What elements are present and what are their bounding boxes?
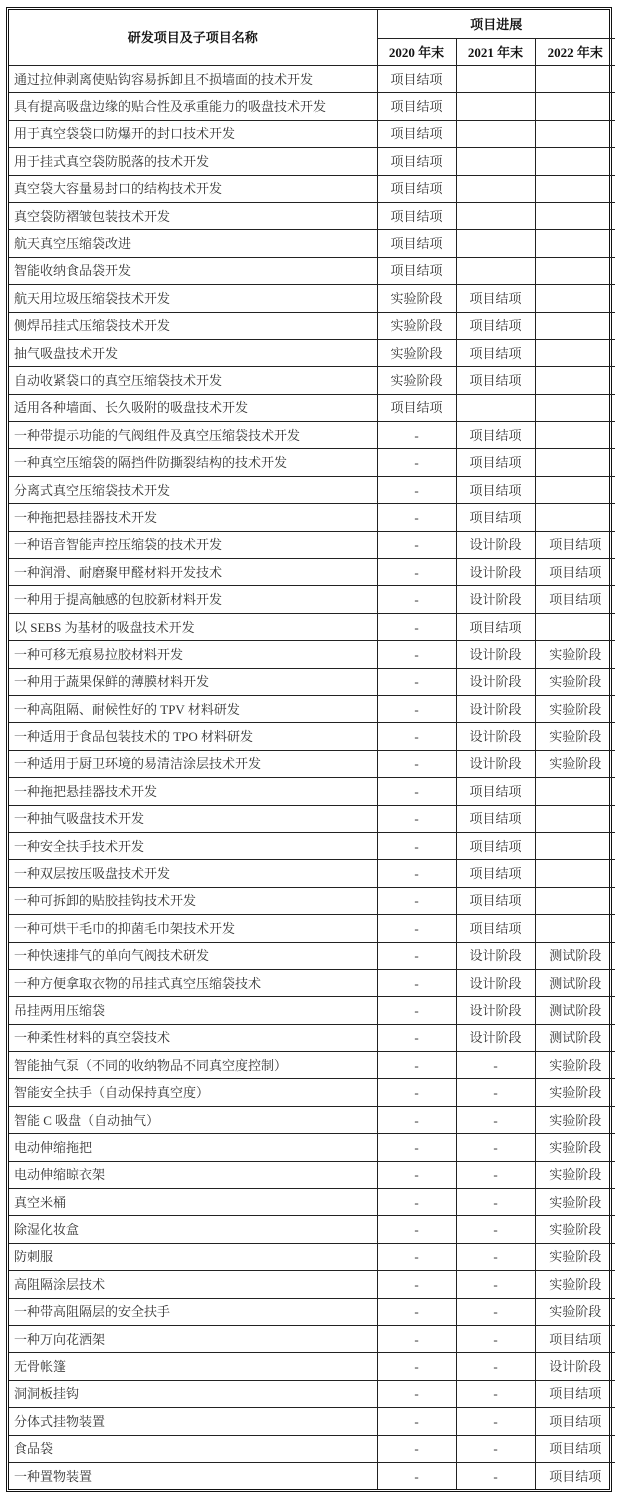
project-name-cell: 洞洞板挂钩 [9, 1380, 377, 1407]
stage-2021-cell: - [456, 1079, 535, 1106]
stage-2022-cell [535, 202, 615, 229]
header-row-1 [9, 10, 615, 39]
table-row [9, 942, 615, 969]
table-row [9, 1161, 615, 1188]
project-name-cell: 一种方便拿取衣物的吊挂式真空压缩袋技术 [9, 969, 377, 996]
stage-2020-cell: - [377, 1161, 456, 1188]
project-name-cell: 一种真空压缩袋的隔挡件防撕裂结构的技术开发 [9, 449, 377, 476]
stage-2021-cell: - [456, 1435, 535, 1462]
stage-2020-cell: - [377, 832, 456, 859]
stage-2021-cell: 项目结项 [456, 805, 535, 832]
table-row [9, 778, 615, 805]
stage-2022-cell [535, 887, 615, 914]
project-name-cell: 一种拖把悬挂器技术开发 [9, 778, 377, 805]
stage-2020-cell: - [377, 1325, 456, 1352]
stage-2022-cell [535, 120, 615, 147]
stage-2020-cell: - [377, 1052, 456, 1079]
stage-2020-cell: - [377, 750, 456, 777]
project-name-cell: 具有提高吸盘边缘的贴合性及承重能力的吸盘技术开发 [9, 93, 377, 120]
project-name-cell: 适用各种墙面、长久吸附的吸盘技术开发 [9, 394, 377, 421]
stage-2022-cell: 实验阶段 [535, 668, 615, 695]
project-name-cell: 高阻隔涂层技术 [9, 1271, 377, 1298]
stage-2021-cell: 项目结项 [456, 613, 535, 640]
table-row [9, 175, 615, 202]
project-name-cell: 智能 C 吸盘（自动抽气） [9, 1106, 377, 1133]
stage-2021-cell: 项目结项 [456, 449, 535, 476]
stage-2021-cell: - [456, 1298, 535, 1325]
table-row [9, 723, 615, 750]
stage-2022-cell [535, 66, 615, 93]
stage-2021-cell [456, 257, 535, 284]
project-name-cell: 智能抽气泵（不同的收纳物品不同真空度控制） [9, 1052, 377, 1079]
stage-2022-cell [535, 805, 615, 832]
stage-2021-cell: 设计阶段 [456, 1024, 535, 1051]
stage-2022-cell: 实验阶段 [535, 723, 615, 750]
stage-2021-cell: 项目结项 [456, 422, 535, 449]
project-name-cell: 一种可拆卸的贴胶挂钩技术开发 [9, 887, 377, 914]
table-row [9, 312, 615, 339]
table-row [9, 1353, 615, 1380]
stage-2020-cell: - [377, 915, 456, 942]
stage-2020-cell: - [377, 422, 456, 449]
stage-2022-cell: 设计阶段 [535, 1353, 615, 1380]
stage-2020-cell: - [377, 1298, 456, 1325]
table-row [9, 915, 615, 942]
project-name-cell: 一种可烘干毛巾的抑菌毛巾架技术开发 [9, 915, 377, 942]
table-row [9, 120, 615, 147]
table-row [9, 257, 615, 284]
stage-2021-cell: 设计阶段 [456, 641, 535, 668]
stage-2020-cell: - [377, 805, 456, 832]
table-row [9, 832, 615, 859]
table-row [9, 1462, 615, 1489]
stage-2022-cell: 实验阶段 [535, 1079, 615, 1106]
project-name-cell: 分体式挂物装置 [9, 1408, 377, 1435]
stage-2020-cell: - [377, 1353, 456, 1380]
stage-2022-cell: 项目结项 [535, 559, 615, 586]
stage-2020-cell: 实验阶段 [377, 367, 456, 394]
table-row [9, 394, 615, 421]
table-row [9, 695, 615, 722]
stage-2021-cell [456, 230, 535, 257]
stage-2022-cell: 项目结项 [535, 1435, 615, 1462]
stage-2022-cell: 实验阶段 [535, 1189, 615, 1216]
table-row [9, 1380, 615, 1407]
stage-2021-cell: 设计阶段 [456, 750, 535, 777]
table-row [9, 750, 615, 777]
stage-2021-cell: - [456, 1380, 535, 1407]
stage-2021-cell: 设计阶段 [456, 559, 535, 586]
table-row [9, 476, 615, 503]
header-progress: 项目进展 [377, 10, 615, 39]
stage-2022-cell [535, 175, 615, 202]
stage-2020-cell: 实验阶段 [377, 312, 456, 339]
stage-2020-cell: - [377, 695, 456, 722]
stage-2022-cell [535, 257, 615, 284]
project-name-cell: 电动伸缩晾衣架 [9, 1161, 377, 1188]
stage-2021-cell: 项目结项 [456, 312, 535, 339]
project-name-cell: 航天用垃圾压缩袋技术开发 [9, 285, 377, 312]
project-name-cell: 自动收紧袋口的真空压缩袋技术开发 [9, 367, 377, 394]
stage-2022-cell: 实验阶段 [535, 1052, 615, 1079]
stage-2021-cell: 设计阶段 [456, 668, 535, 695]
header-year-2022: 2022 年末 [535, 39, 615, 66]
table-row [9, 1134, 615, 1161]
table-row [9, 997, 615, 1024]
project-name-cell: 除湿化妆盒 [9, 1216, 377, 1243]
table-row [9, 1106, 615, 1133]
stage-2022-cell: 实验阶段 [535, 1216, 615, 1243]
project-name-cell: 吊挂两用压缩袋 [9, 997, 377, 1024]
stage-2020-cell: - [377, 613, 456, 640]
table-row [9, 449, 615, 476]
table-row [9, 860, 615, 887]
stage-2021-cell: - [456, 1189, 535, 1216]
stage-2021-cell: - [456, 1408, 535, 1435]
stage-2022-cell [535, 230, 615, 257]
stage-2022-cell: 项目结项 [535, 531, 615, 558]
stage-2020-cell: - [377, 1380, 456, 1407]
stage-2020-cell: - [377, 449, 456, 476]
project-name-cell: 防刺服 [9, 1243, 377, 1270]
table-row [9, 202, 615, 229]
table-row [9, 668, 615, 695]
stage-2021-cell: 项目结项 [456, 832, 535, 859]
stage-2020-cell: - [377, 531, 456, 558]
table-row [9, 422, 615, 449]
project-name-cell: 分离式真空压缩袋技术开发 [9, 476, 377, 503]
stage-2020-cell: - [377, 997, 456, 1024]
stage-2020-cell: - [377, 1079, 456, 1106]
table-row [9, 367, 615, 394]
stage-2021-cell: - [456, 1353, 535, 1380]
stage-2022-cell [535, 476, 615, 503]
stage-2021-cell: - [456, 1243, 535, 1270]
table-row [9, 66, 615, 93]
project-name-cell: 侧焊吊挂式压缩袋技术开发 [9, 312, 377, 339]
stage-2020-cell: - [377, 1462, 456, 1489]
project-name-cell: 一种适用于厨卫环境的易清洁涂层技术开发 [9, 750, 377, 777]
project-name-cell: 真空袋防褶皱包装技术开发 [9, 202, 377, 229]
project-name-cell: 用于真空袋袋口防爆开的封口技术开发 [9, 120, 377, 147]
stage-2021-cell: 项目结项 [456, 339, 535, 366]
table-row [9, 1435, 615, 1462]
project-name-cell: 用于挂式真空袋防脱落的技术开发 [9, 148, 377, 175]
stage-2020-cell: 项目结项 [377, 120, 456, 147]
table-row [9, 1052, 615, 1079]
project-name-cell: 一种带高阻隔层的安全扶手 [9, 1298, 377, 1325]
stage-2020-cell: - [377, 723, 456, 750]
table-body [9, 66, 615, 1490]
table-row [9, 641, 615, 668]
stage-2021-cell: 项目结项 [456, 915, 535, 942]
stage-2020-cell: 项目结项 [377, 230, 456, 257]
stage-2021-cell: 项目结项 [456, 504, 535, 531]
project-name-cell: 智能收纳食品袋开发 [9, 257, 377, 284]
stage-2022-cell [535, 339, 615, 366]
table-row [9, 887, 615, 914]
stage-2020-cell: 项目结项 [377, 93, 456, 120]
stage-2020-cell: - [377, 668, 456, 695]
table-row [9, 613, 615, 640]
stage-2021-cell [456, 175, 535, 202]
table-row [9, 1408, 615, 1435]
table-row [9, 1189, 615, 1216]
project-name-cell: 一种抽气吸盘技术开发 [9, 805, 377, 832]
stage-2021-cell: 项目结项 [456, 367, 535, 394]
stage-2022-cell: 实验阶段 [535, 1298, 615, 1325]
stage-2021-cell: 项目结项 [456, 860, 535, 887]
header-year-2020: 2020 年末 [377, 39, 456, 66]
table-row [9, 1325, 615, 1352]
stage-2021-cell [456, 93, 535, 120]
stage-2021-cell [456, 202, 535, 229]
project-name-cell: 一种柔性材料的真空袋技术 [9, 1024, 377, 1051]
stage-2020-cell: 项目结项 [377, 257, 456, 284]
stage-2022-cell: 实验阶段 [535, 1271, 615, 1298]
project-name-cell: 一种安全扶手技术开发 [9, 832, 377, 859]
stage-2020-cell: - [377, 1106, 456, 1133]
stage-2022-cell [535, 860, 615, 887]
project-name-cell: 一种万向花洒架 [9, 1325, 377, 1352]
table-row [9, 285, 615, 312]
stage-2022-cell: 测试阶段 [535, 969, 615, 996]
stage-2020-cell: - [377, 860, 456, 887]
project-name-cell: 一种可移无痕易拉胶材料开发 [9, 641, 377, 668]
project-name-cell: 一种置物装置 [9, 1462, 377, 1489]
stage-2020-cell: 实验阶段 [377, 339, 456, 366]
project-name-cell: 一种带提示功能的气阀组件及真空压缩袋技术开发 [9, 422, 377, 449]
stage-2021-cell [456, 66, 535, 93]
project-name-cell: 以 SEBS 为基材的吸盘技术开发 [9, 613, 377, 640]
project-name-cell: 真空袋大容量易封口的结构技术开发 [9, 175, 377, 202]
project-name-cell: 食品袋 [9, 1435, 377, 1462]
stage-2021-cell: 设计阶段 [456, 969, 535, 996]
stage-2021-cell: 项目结项 [456, 887, 535, 914]
stage-2021-cell: 设计阶段 [456, 997, 535, 1024]
stage-2022-cell [535, 312, 615, 339]
stage-2022-cell [535, 422, 615, 449]
stage-2022-cell: 项目结项 [535, 1380, 615, 1407]
stage-2020-cell: - [377, 1243, 456, 1270]
stage-2021-cell: - [456, 1271, 535, 1298]
stage-2022-cell: 实验阶段 [535, 1243, 615, 1270]
stage-2021-cell: - [456, 1216, 535, 1243]
stage-2022-cell: 项目结项 [535, 1325, 615, 1352]
stage-2020-cell: - [377, 969, 456, 996]
stage-2021-cell: - [456, 1106, 535, 1133]
rd-project-progress-table [9, 10, 615, 1489]
stage-2020-cell: - [377, 1216, 456, 1243]
stage-2021-cell: - [456, 1161, 535, 1188]
stage-2021-cell: 项目结项 [456, 476, 535, 503]
stage-2022-cell [535, 394, 615, 421]
stage-2020-cell: - [377, 586, 456, 613]
table-row [9, 531, 615, 558]
stage-2021-cell: - [456, 1462, 535, 1489]
stage-2020-cell: - [377, 1271, 456, 1298]
stage-2022-cell: 项目结项 [535, 1408, 615, 1435]
header-project-name: 研发项目及子项目名称 [9, 10, 377, 66]
stage-2022-cell: 实验阶段 [535, 695, 615, 722]
stage-2020-cell: - [377, 778, 456, 805]
stage-2021-cell: - [456, 1325, 535, 1352]
stage-2020-cell: 项目结项 [377, 175, 456, 202]
table-row [9, 1271, 615, 1298]
stage-2022-cell [535, 504, 615, 531]
stage-2021-cell: 设计阶段 [456, 723, 535, 750]
stage-2021-cell: 设计阶段 [456, 695, 535, 722]
stage-2021-cell: 设计阶段 [456, 586, 535, 613]
stage-2021-cell [456, 394, 535, 421]
stage-2021-cell: 设计阶段 [456, 942, 535, 969]
stage-2022-cell: 实验阶段 [535, 1106, 615, 1133]
stage-2020-cell: - [377, 942, 456, 969]
table-row [9, 969, 615, 996]
project-name-cell: 航天真空压缩袋改进 [9, 230, 377, 257]
stage-2021-cell: - [456, 1052, 535, 1079]
stage-2022-cell: 测试阶段 [535, 1024, 615, 1051]
project-name-cell: 一种高阻隔、耐候性好的 TPV 材料研发 [9, 695, 377, 722]
table-row [9, 504, 615, 531]
stage-2021-cell: 项目结项 [456, 778, 535, 805]
project-name-cell: 无骨帐篷 [9, 1353, 377, 1380]
stage-2022-cell: 项目结项 [535, 1462, 615, 1489]
project-name-cell: 一种语音智能声控压缩袋的技术开发 [9, 531, 377, 558]
stage-2022-cell: 实验阶段 [535, 1134, 615, 1161]
stage-2022-cell: 实验阶段 [535, 750, 615, 777]
stage-2021-cell: 设计阶段 [456, 531, 535, 558]
project-name-cell: 通过拉伸剥离使贴钩容易拆卸且不损墙面的技术开发 [9, 66, 377, 93]
project-name-cell: 真空米桶 [9, 1189, 377, 1216]
stage-2020-cell: 项目结项 [377, 394, 456, 421]
project-name-cell: 一种用于蔬果保鲜的薄膜材料开发 [9, 668, 377, 695]
stage-2020-cell: 项目结项 [377, 66, 456, 93]
table-row [9, 1216, 615, 1243]
stage-2020-cell: - [377, 559, 456, 586]
project-name-cell: 抽气吸盘技术开发 [9, 339, 377, 366]
project-name-cell: 一种润滑、耐磨聚甲醛材料开发技术 [9, 559, 377, 586]
stage-2022-cell: 实验阶段 [535, 641, 615, 668]
stage-2021-cell [456, 120, 535, 147]
stage-2021-cell: - [456, 1134, 535, 1161]
stage-2020-cell: 项目结项 [377, 148, 456, 175]
stage-2022-cell [535, 285, 615, 312]
project-name-cell: 一种拖把悬挂器技术开发 [9, 504, 377, 531]
stage-2020-cell: - [377, 504, 456, 531]
rd-project-progress-table-frame [6, 7, 612, 1492]
stage-2022-cell [535, 613, 615, 640]
table-row [9, 93, 615, 120]
stage-2022-cell [535, 832, 615, 859]
table-row [9, 1243, 615, 1270]
stage-2021-cell [456, 148, 535, 175]
table-row [9, 339, 615, 366]
stage-2022-cell [535, 915, 615, 942]
table-row [9, 148, 615, 175]
table-row [9, 230, 615, 257]
stage-2021-cell: 项目结项 [456, 285, 535, 312]
table-row [9, 1298, 615, 1325]
project-name-cell: 一种快速排气的单向气阀技术研发 [9, 942, 377, 969]
stage-2020-cell: - [377, 1134, 456, 1161]
stage-2022-cell [535, 148, 615, 175]
table-row [9, 1024, 615, 1051]
stage-2020-cell: - [377, 641, 456, 668]
stage-2022-cell: 实验阶段 [535, 1161, 615, 1188]
stage-2020-cell: - [377, 1024, 456, 1051]
project-name-cell: 一种用于提高触感的包胶新材料开发 [9, 586, 377, 613]
stage-2020-cell: - [377, 1435, 456, 1462]
table-header [9, 10, 615, 66]
stage-2022-cell: 项目结项 [535, 586, 615, 613]
stage-2022-cell [535, 93, 615, 120]
table-row [9, 805, 615, 832]
table-row [9, 586, 615, 613]
stage-2020-cell: - [377, 476, 456, 503]
stage-2022-cell [535, 778, 615, 805]
stage-2022-cell [535, 367, 615, 394]
header-year-2021: 2021 年末 [456, 39, 535, 66]
stage-2020-cell: - [377, 1408, 456, 1435]
stage-2020-cell: - [377, 1189, 456, 1216]
stage-2020-cell: 项目结项 [377, 202, 456, 229]
stage-2020-cell: 实验阶段 [377, 285, 456, 312]
project-name-cell: 一种适用于食品包装技术的 TPO 材料研发 [9, 723, 377, 750]
table-row [9, 1079, 615, 1106]
project-name-cell: 电动伸缩拖把 [9, 1134, 377, 1161]
stage-2020-cell: - [377, 887, 456, 914]
stage-2022-cell [535, 449, 615, 476]
stage-2022-cell: 测试阶段 [535, 942, 615, 969]
table-row [9, 559, 615, 586]
project-name-cell: 智能安全扶手（自动保持真空度） [9, 1079, 377, 1106]
project-name-cell: 一种双层按压吸盘技术开发 [9, 860, 377, 887]
stage-2022-cell: 测试阶段 [535, 997, 615, 1024]
